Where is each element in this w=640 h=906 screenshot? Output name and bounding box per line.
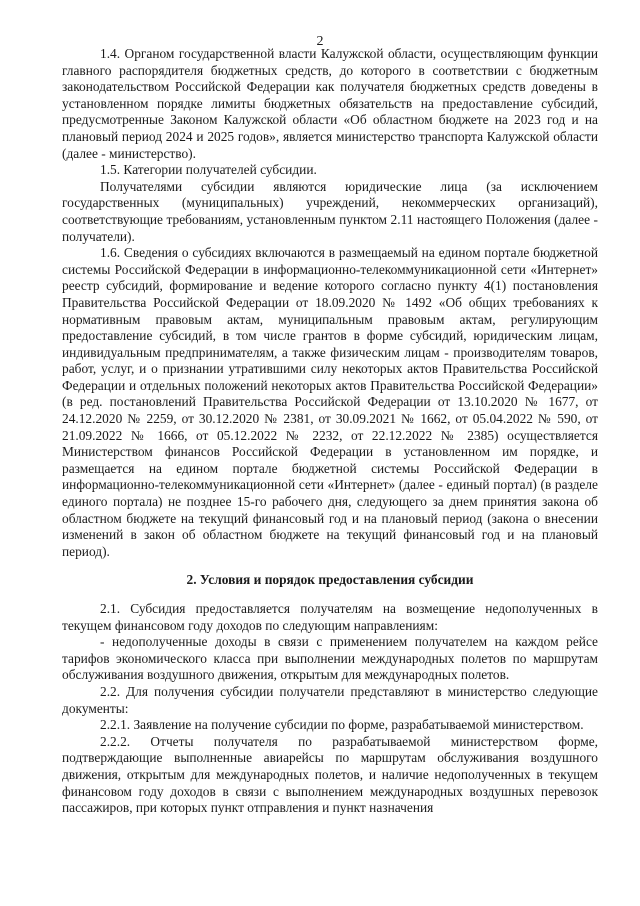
paragraph-2-2: 2.2. Для получения субсидии получатели представляют в министерство следующие документы: <box>62 683 598 716</box>
paragraph-1-5: 1.5. Категории получателей субсидии. <box>100 162 317 178</box>
paragraph-2-1-item: - недополученные доходы в связи с применением получателем на каждом рейсе тарифов экономического класса при выполнении международных полетов по маршрутам обслуживания воздушного движения, открытым для международных полетов. <box>62 634 598 683</box>
paragraph-2-1: 2.1. Субсидия предоставляется получателям на возмещение недополученных в текущем финансовом году доходов по следующим направлениям: <box>62 601 598 633</box>
document-body <box>62 46 598 817</box>
section-heading: 2. Условия и порядок предоставления субсидии <box>186 572 474 588</box>
page-number: 2 <box>316 34 324 49</box>
paragraph-1-4: 1.4. Органом государственной власти Калужской области, осуществляющим функции главного распорядителя бюджетных средств, до которого в соответствии с бюджетным законодательством Российской Федерации как получателя бюджетных средств доведены в установленном порядке лимиты бюджетных обязательств на предоставление субсидий, предусмотренные Законом Калужской области «Об областном бюджете на 2023 год и на плановый период 2024 и 2025 годов», является министерство транспорта Калужской области (далее - министерство). <box>62 46 598 161</box>
paragraph-1-6: 1.6. Сведения о субсидиях включаются в размещаемый на едином портале бюджетной системы Российской Федерации в информационно-телекоммуникационной сети «Интернет» реестр субсидий, формирование и ведение которого согласно пункту 4(1) постановления Правительства Российской Федерации от 18.09.2020 № 1492 «Об общих требованиях к нормативным правовым актам, муниципальным правовым актам, регулирующим предоставление субсидий, в том числе грантов в форме субсидий, юридическим лицам, индивидуальным предпринимателям, а также физическим лицам - производителям товаров, работ, услуг, и о признании утратившими силу некоторых актов Правительства Российской Федерации и отдельных положений некоторых актов Правительства Российской Федерации» (в ред. постановлений Правительства Российской Федерации от 13.10.2020 № 1677, от 24.12.2020 № 2259, от 30.12.2020 № 2381, от 30.09.2021 № 1662, от 05.04.2022 № 590, от 21.09.2022 № 1666, от 05.12.2022 № 2232, от 22.12.2022 № 2385) осуществляется Министерством финансов Российской Федерации в установленном им порядке, и размещается на едином портале бюджетной системы Российской Федерации в информационно-телекоммуникационной сети «Интернет» (далее - единый портал) (в разделе единого портала) не позднее 15-го рабочего дня, следующего за днем принятия закона об областном бюджете на текущий финансовый год и на плановый период (закона о внесении изменений в закон об областном бюджете на текущий финансовый год и на плановый период). <box>62 245 598 559</box>
paragraph-2-2-1: 2.2.1. Заявление на получение субсидии по форме, разрабатываемой министерством. <box>100 717 584 733</box>
paragraph-recipients: Получателями субсидии являются юридические лица (за исключением государственных (муниципальных) учреждений, некоммерческих организаций), соответствующие требованиям, установленным пунктом 2.11 настоящего Положения (далее - получатели). <box>62 178 598 244</box>
paragraph-2-2-2: 2.2.2. Отчеты получателя по разрабатываемой министерством форме, подтверждающие выполненные авиарейсы по маршрутам обслуживания воздушного движения, открытым для международных полетов, и наличие недополученных в текущем финансовом году доходов в связи с выполнением международных воздушных перевозок пассажиров, при которых пункт отправления и пункт назначения <box>62 733 598 816</box>
